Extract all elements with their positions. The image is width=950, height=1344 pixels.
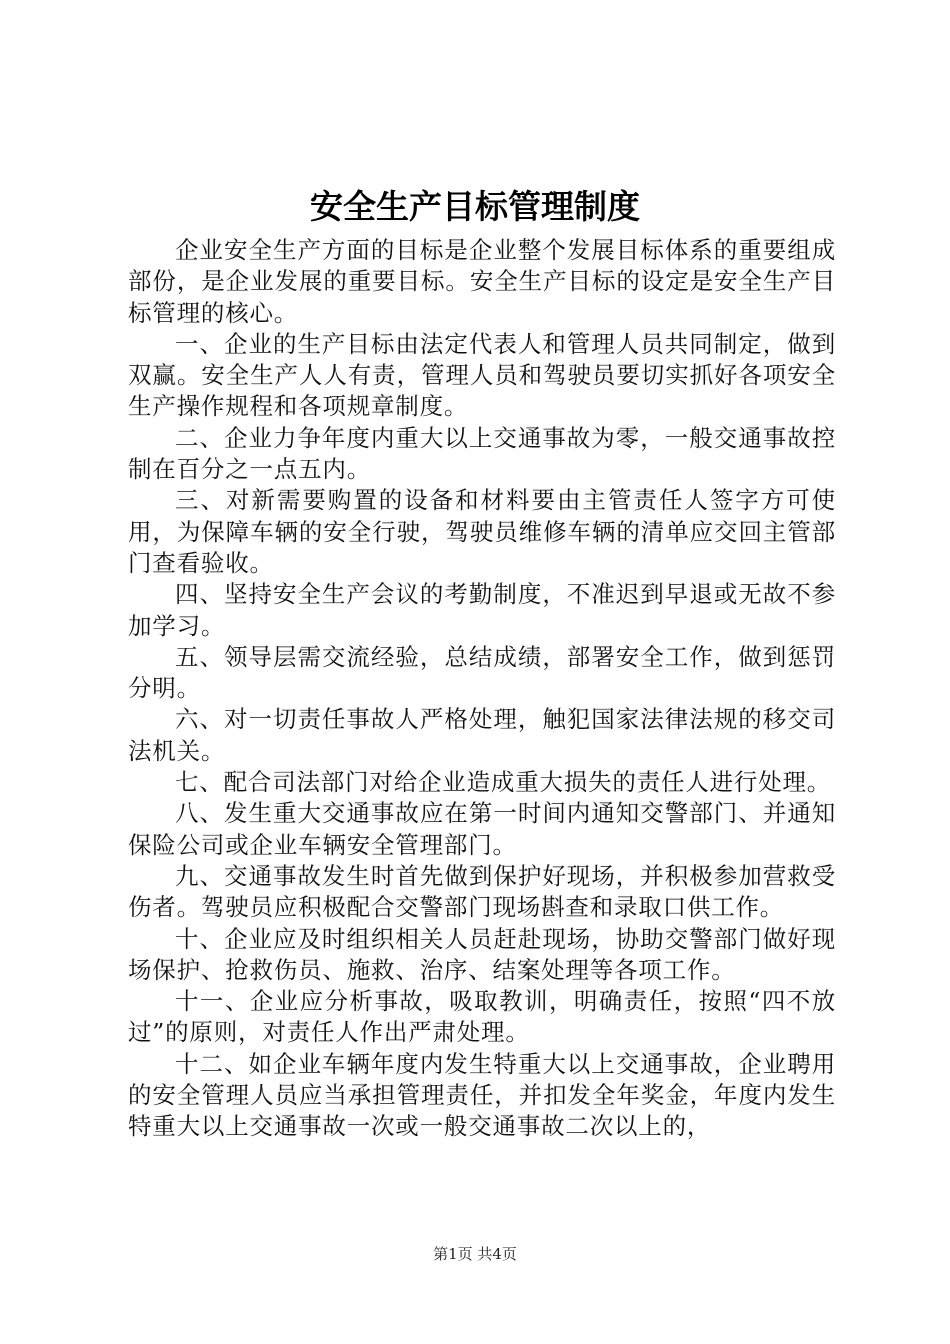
paragraph-10: 十、企业应及时组织相关人员赶赴现场，协助交警部门做好现场保护、抢救伤员、施救、治序、结案处理等各项工作。 (128, 924, 836, 984)
paragraph-8: 八、发生重大交通事故应在第一时间内通知交警部门、并通知保险公司或企业车辆安全管理部门。 (128, 799, 836, 859)
paragraph-6: 六、对一切责任事故人严格处理，触犯国家法律法规的移交司法机关。 (128, 705, 836, 765)
paragraph-2: 二、企业力争年度内重大以上交通事故为零，一般交通事故控制在百分之一点五内。 (128, 423, 836, 484)
paragraph-4: 四、坚持安全生产会议的考勤制度，不准迟到早退或无故不参加学习。 (128, 580, 836, 640)
paragraph-1: 一、企业的生产目标由法定代表人和管理人员共同制定，做到双赢。安全生产人人有责，管理人员和驾驶员要切实抓好各项安全生产操作规程和各项规章制度。 (128, 329, 836, 421)
document-title: 安全生产目标管理制度 (310, 187, 640, 226)
paragraph-5: 五、领导层需交流经验，总结成绩，部署安全工作，做到惩罚分明。 (128, 642, 836, 703)
paragraph-12: 十二、如企业车辆年度内发生特重大以上交通事故，企业聘用的安全管理人员应当承担管理责任，并扣发全年奖金，年度内发生特重大以上交通事故一次或一般交通事故二次以上的， (128, 1049, 836, 1141)
page-number-footer: 第1页 共4页 (433, 1245, 517, 1263)
document-body (128, 235, 836, 1143)
paragraph-11: 十一、企业应分析事故，吸取教训，明确责任，按照“四不放过”的原则，对责任人作出严肃处理。 (128, 987, 836, 1047)
paragraph-intro: 企业安全生产方面的目标是企业整个发展目标体系的重要组成部份，是企业发展的重要目标。安全生产目标的设定是安全生产目标管理的核心。 (128, 236, 836, 327)
paragraph-9: 九、交通事故发生时首先做到保护好现场，并积极参加营救受伤者。驾驶员应积极配合交警部门现场斟查和录取口供工作。 (128, 861, 836, 922)
paragraph-7: 七、配合司法部门对给企业造成重大损失的责任人进行处理。 (175, 768, 832, 797)
paragraph-3: 三、对新需要购置的设备和材料要由主管责任人签字方可使用，为保障车辆的安全行驶，驾驶员维修车辆的清单应交回主管部门查看验收。 (128, 486, 836, 577)
